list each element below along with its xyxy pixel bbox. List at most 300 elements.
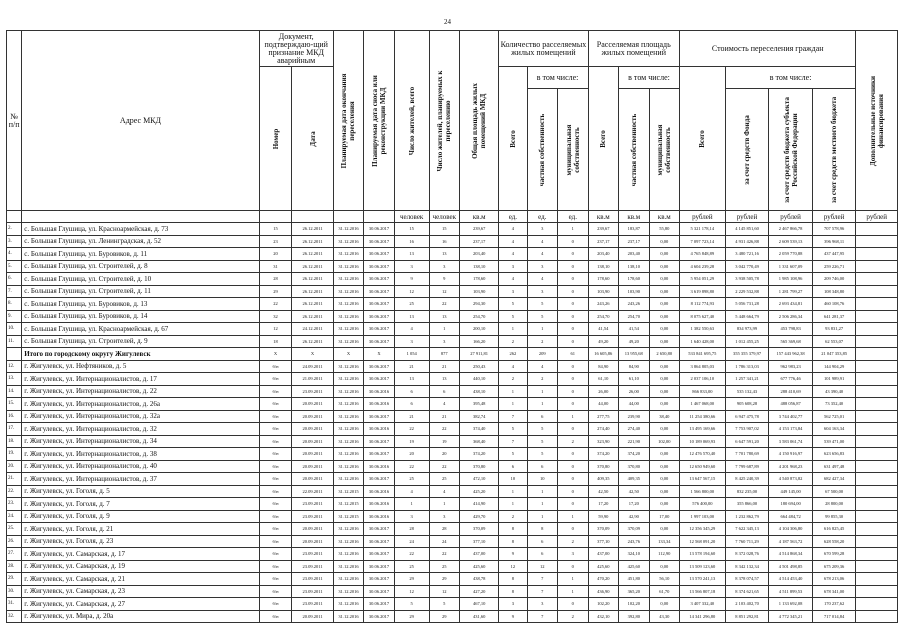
cell-area-private: 274,40 [619,423,649,436]
cell-cost-total: 11 254 380,66 [680,410,726,423]
cell-address: г. Жигулевск, ул. Самарская, д. 19 [22,560,259,573]
cell-cost-total: 12 568 091,20 [680,535,726,548]
cell-residents-planned: 12 [429,585,459,598]
cell-area-municipal: 0,00 [649,373,680,386]
col-header-area-total: Всего [588,67,618,211]
cell-additional [856,373,898,386]
cell-cost-fund: 5 448 664,79 [725,310,769,323]
cell-address: г. Жигулевск, ул. Самарская, д. 23 [22,585,259,598]
cell-qty-total: 1 [499,323,527,336]
cell-cost-total: 3 407 332,40 [680,598,726,611]
cell-cost-local: 43 390,40 [812,385,856,398]
cell-cost-total: 13 578 194,60 [680,548,726,561]
cell-qty-private: 10 [527,473,557,486]
cell-qty-total: 5 [499,448,527,461]
cell-cost-total: 4 604 239,28 [680,260,726,273]
cell-additional [856,335,898,348]
cell-address: г. Жигулевск, ул. Интернационалистов, д. 37 [22,473,259,486]
col-header-qty-municipal: муниципальная собственность [558,89,588,211]
cell-qty-private: 4 [527,273,557,286]
cell-cost-local: 73 352,40 [812,398,856,411]
cell-row-number: 27. [7,548,22,561]
cell-planned-end: 31.12.2016 [333,573,363,586]
cell-planned-end: 31.12.2016 [333,548,363,561]
cell-area-total: 103,90 [588,285,618,298]
cell-total-area: 395,48 [460,398,499,411]
cell-cost-subject: 565 369,68 [769,335,813,348]
cell-cost-fund: 8 425 240,39 [725,473,769,486]
page-number: 24 [444,18,451,26]
cell-qty-municipal: 1 [558,585,588,598]
cell-area-total: 102,20 [588,598,618,611]
cell-additional [856,310,898,323]
cell-area-total: 277,75 [588,410,618,423]
cell-cost-total: 3 619 898,80 [680,285,726,298]
cell-planned-demolition: 30.06.2017 [364,560,394,573]
unit-cell: ед. [499,211,527,223]
cell-residents-planned: 20 [429,448,459,461]
cell-residents-planned: 28 [429,523,459,536]
cell-planned-demolition: 30.06.2017 [364,260,394,273]
cell-additional [856,360,898,373]
resettlement-table [6,30,898,623]
unit-cell: рублей [680,211,726,223]
cell-planned-demolition: 30.06.2017 [364,323,394,336]
cell-area-municipal: 0,00 [649,235,680,248]
cell-area-private: 221,90 [619,435,649,448]
cell-cost-subject: 677 776,46 [769,373,813,386]
cell-doc-date: 23.09.2011 [292,510,333,523]
cell-qty-municipal: 0 [558,323,588,336]
cell-planned-demolition: 30.06.2016 [364,485,394,498]
cell-area-municipal: 55,80 [649,223,680,236]
cell-total-area: 166,20 [460,335,499,348]
cell-qty-total: 7 [499,435,527,448]
cell-doc-number: б/н [259,435,292,448]
cell-cost-fund: 834 973,99 [725,323,769,336]
cell-area-municipal: 0,00 [649,310,680,323]
cell-doc-number: 28 [259,273,292,286]
cell-residents: 13 [394,310,429,323]
col-header-area-municipal: муниципальная собственность [649,89,680,211]
cell-residents-planned: 3 [429,510,459,523]
cell-total-area: 294,30 [460,298,499,311]
cell-residents-planned: 1 [429,498,459,511]
cell-qty-municipal: 0 [558,598,588,611]
cell-area-private: 13 955,68 [619,348,649,361]
cell-qty-private: 6 [527,535,557,548]
cell-qty-total: 5 [499,423,527,436]
cell-total-area: 237,17 [460,235,499,248]
cell-cost-fund: 355 355 379,97 [725,348,769,361]
cell-planned-demolition: 30.06.2016 [364,510,394,523]
cell-residents-planned: 22 [429,298,459,311]
cell-residents-planned: 6 [429,385,459,398]
cell-total-area: 254,70 [460,310,499,323]
cell-address: с. Большая Глушица, ул. Буровиков, д. 14 [22,310,259,323]
cell-total-area: 414,90 [460,498,499,511]
cell-qty-total: 8 [499,585,527,598]
cell-qty-total: 5 [499,298,527,311]
cell-residents-planned: 13 [429,310,459,323]
cell-area-private: 370,09 [619,523,649,536]
cell-cost-fund: 8 378 074,57 [725,573,769,586]
cell-residents: 25 [394,560,429,573]
cell-area-private: 26,00 [619,385,649,398]
cell-area-private: 370,80 [619,460,649,473]
table-row [7,298,898,311]
cell-planned-end: 31.12.2016 [333,460,363,473]
cell-qty-private: 4 [527,235,557,248]
col-header-cost-fund: за счет средств Фонда [725,89,769,211]
cell-area-private: 203,40 [619,248,649,261]
cell-area-total: 377,10 [588,535,618,548]
cell-residents: 3 [394,335,429,348]
cell-area-municipal: 0,00 [649,398,680,411]
col-header-cost-total: Всего [680,67,726,211]
table-row [7,423,898,436]
cell-residents: 22 [394,460,429,473]
cell-planned-demolition: 30.06.2017 [364,373,394,386]
cell-doc-date: 20.09.2011 [292,398,333,411]
cell-doc-date: 20.09.2011 [292,423,333,436]
cell-row-number: 21. [7,473,22,486]
cell-qty-private: 5 [527,310,557,323]
cell-qty-private: 1 [527,323,557,336]
cell-doc-date: 20.09.2011 [292,610,333,623]
cell-additional [856,598,898,611]
cell-planned-demolition: 30.06.2017 [364,448,394,461]
cell-qty-private: 8 [527,523,557,536]
cell-cost-total: 8 112 774,93 [680,298,726,311]
cell-doc-date: 26.12.2011 [292,298,333,311]
unit-cell: рублей [725,211,769,223]
cell-planned-demolition: 30.06.2016 [364,498,394,511]
cell-address: с. Большая Глушица, ул. Красноармейская, д. 67 [22,323,259,336]
unit-cell: рублей [769,211,813,223]
cell-address: г. Жигулевск, ул. Гоголя, д. 23 [22,535,259,548]
cell-doc-date: 26.12.2011 [292,235,333,248]
cell-row-number: 28. [7,560,22,573]
cell-row-number: 13. [7,373,22,386]
cell-planned-demolition: 30.06.2017 [364,435,394,448]
cell-row-number: 4. [7,248,22,261]
col-header-qty-total: Всего [499,67,527,211]
cell-area-private: 374,20 [619,448,649,461]
cell-total-area: 472,10 [460,473,499,486]
cell-additional [856,585,898,598]
col-header-address: Адрес МКД [22,31,259,211]
cell-planned-end: 31.12.2015 [333,485,363,498]
table-row [7,323,898,336]
table-row [7,410,898,423]
cell-address: г. Жигулевск, ул. Гоголя, д. 9 [22,510,259,523]
cell-qty-private: 4 [527,360,557,373]
cell-area-total: 370,80 [588,460,618,473]
cell-qty-municipal: 0 [558,385,588,398]
cell-address: г. Жигулевск, ул. Нефтяников, д. 5 [22,360,259,373]
cell-planned-end: 31.12.2016 [333,298,363,311]
cell-area-private: 239,90 [619,410,649,423]
cell-total-area: 467,10 [460,598,499,611]
cell-cost-local: 623 656,83 [812,448,856,461]
cell-row-number: 23. [7,498,22,511]
unit-cell: рублей [856,211,898,223]
cell-row-number: 24. [7,510,22,523]
col-header-total-area: Общая площадь жилых помещений МКД [460,31,499,211]
cell-cost-fund: 8 374 621,65 [725,585,769,598]
cell-planned-end: 31.12.2015 [333,498,363,511]
cell-row-number: 29. [7,573,22,586]
cell-qty-private: 6 [527,410,557,423]
cell-cost-fund: 6 947 475,78 [725,410,769,423]
col-header-number: № п/п [7,31,22,211]
cell-planned-demolition: 30.06.2017 [364,585,394,598]
cell-area-private: 243,76 [619,535,649,548]
cell-qty-municipal: 1 [558,573,588,586]
cell-residents-planned: 25 [429,473,459,486]
cell-area-municipal: 0,00 [649,523,680,536]
cell-cost-subject: 4 772 345,21 [769,610,813,623]
cell-cost-subject: 2 059 770,88 [769,248,813,261]
cell-residents: 20 [394,448,429,461]
col-header-document: Документ, подтверждаю-щий признание МКД аварийным [259,31,333,67]
cell-total-area: 27 911,81 [460,348,499,361]
cell-doc-date: 20.09.2011 [292,448,333,461]
cell-qty-private: 1 [527,510,557,523]
cell-residents: 4 [394,485,429,498]
cell-cost-total: 1 997 103,00 [680,510,726,523]
cell-doc-number: б/н [259,598,292,611]
cell-area-total: 436,90 [588,585,618,598]
cell-address: с. Большая Глушица, ул. Строителей, д. 10 [22,273,259,286]
cell-qty-total: 262 [499,348,527,361]
cell-qty-municipal: 0 [558,260,588,273]
cell-qty-private: 4 [527,248,557,261]
cell-cost-fund: 3 938 505,78 [725,273,769,286]
cell-additional [856,398,898,411]
cell-area-private: 178,60 [619,273,649,286]
cell-cost-subject: 1 331 607,09 [769,260,813,273]
cell-area-municipal: 38,40 [649,410,680,423]
cell-additional [856,610,898,623]
cell-qty-total: 3 [499,598,527,611]
cell-area-municipal: 102,00 [649,435,680,448]
cell-planned-end: 31.12.2016 [333,523,363,536]
cell-cost-total: 12 650 949,60 [680,460,726,473]
cell-address: г. Жигулевск, ул. Гоголя, д. 5 [22,485,259,498]
unit-cell-blank [259,211,292,223]
cell-area-total: 254,70 [588,310,618,323]
cell-cost-total: 866 833,00 [680,385,726,398]
cell-row-number: 26. [7,535,22,548]
cell-qty-municipal: 2 [558,610,588,623]
cell-qty-private: 1 [527,498,557,511]
cell-cost-fund: 2 229 532,88 [725,285,769,298]
cell-cost-fund: 2 103 402,70 [725,598,769,611]
cell-additional [856,560,898,573]
cell-qty-total: 1 [499,498,527,511]
cell-doc-date: 20.09.2011 [292,473,333,486]
cell-row-number: 5. [7,260,22,273]
unit-cell: кв.м [619,211,649,223]
cell-cost-subject: 157 443 962,38 [769,348,813,361]
cell-cost-local: 670 599,28 [812,548,856,561]
cell-qty-total: 2 [499,510,527,523]
cell-cost-subject: 2 467 866,78 [769,223,813,236]
cell-doc-date: 23.09.2011 [292,548,333,561]
cell-cost-subject: 4 104 306,80 [769,523,813,536]
cell-total-area: 138,10 [460,260,499,273]
cell-area-municipal: 0,00 [649,448,680,461]
table-row [7,310,898,323]
cell-area-total: 49,20 [588,335,618,348]
cell-additional [856,298,898,311]
cell-row-number [7,348,22,361]
table-row [7,598,898,611]
cell-area-private: 42,90 [619,510,649,523]
cell-address: г. Жигулевск, ул. Гоголя, д. 7 [22,498,259,511]
cell-area-total: 432,10 [588,610,618,623]
cell-row-number: 31. [7,598,22,611]
cell-row-number: 22. [7,485,22,498]
cell-doc-date: 20.09.2011 [292,410,333,423]
cell-planned-end: 31.12.2015 [333,510,363,523]
cell-area-municipal: 0,00 [649,260,680,273]
cell-additional [856,285,898,298]
cell-additional [856,435,898,448]
cell-area-municipal: 0,00 [649,423,680,436]
cell-doc-number: б/н [259,523,292,536]
cell-doc-date: 24.12.2011 [292,323,333,336]
cell-total-area: 178,60 [460,273,499,286]
cell-planned-demolition: 30.06.2017 [364,473,394,486]
cell-row-number: 18. [7,435,22,448]
cell-area-private: 324,10 [619,548,649,561]
cell-additional [856,573,898,586]
cell-area-municipal: 0,00 [649,298,680,311]
cell-residents: 21 [394,410,429,423]
cell-address: г. Жигулевск, ул. Интернационалистов, д. 34 [22,435,259,448]
table-row [7,548,898,561]
table-row [7,485,898,498]
cell-additional [856,248,898,261]
cell-qty-private: 12 [527,560,557,573]
cell-area-municipal: 43,30 [649,610,680,623]
cell-total-area: 427,20 [460,585,499,598]
unit-cell: кв.м [460,211,499,223]
cell-doc-date: 23.09.2011 [292,560,333,573]
cell-planned-demolition: 30.06.2016 [364,385,394,398]
cell-additional [856,348,898,361]
col-header-cost-subject: за счет средств бюджета субъекта Российской Федерации [769,89,813,211]
cell-area-total: 409,35 [588,473,618,486]
cell-cost-subject: 4 514 868,34 [769,548,813,561]
total-row [7,348,898,361]
cell-cost-fund: 8 851 292,81 [725,610,769,623]
cell-doc-number: б/н [259,410,292,423]
cell-area-municipal: 0,00 [649,460,680,473]
cell-cost-local: 678 213,06 [812,573,856,586]
cell-area-total: 437,00 [588,548,618,561]
cell-area-total: 44,00 [588,398,618,411]
col-header-additional: Дополнительные источники финансирования [856,31,898,211]
cell-doc-date: 26.12.2011 [292,260,333,273]
cell-doc-number: 32 [259,310,292,323]
cell-planned-demolition: 30.06.2017 [364,548,394,561]
cell-residents: 28 [394,523,429,536]
cell-doc-number: X [259,348,292,361]
cell-area-municipal: 0,00 [649,285,680,298]
cell-residents: 22 [394,423,429,436]
cell-qty-municipal: 61 [558,348,588,361]
cell-total-area: 103,90 [460,285,499,298]
cell-planned-end: 31.12.2016 [333,448,363,461]
cell-area-total: 237,17 [588,235,618,248]
unit-cell-blank [7,211,22,223]
cell-cost-subject: 4 501 498,85 [769,560,813,573]
cell-qty-municipal: 0 [558,310,588,323]
cell-total-area: 239,67 [460,223,499,236]
cell-cost-local: 259 226,71 [812,260,856,273]
cell-doc-date: 23.09.2011 [292,498,333,511]
cell-cost-local: 144 904,29 [812,360,856,373]
cell-cost-total: 1 566 800,00 [680,485,726,498]
cell-cost-subject: 288 410,69 [769,385,813,398]
cell-doc-number: 23 [259,235,292,248]
cell-cost-total: 1 382 550,63 [680,323,726,336]
cell-qty-municipal: 0 [558,560,588,573]
cell-qty-total: 1 [499,398,527,411]
cell-cost-total: 7 097 723,14 [680,235,726,248]
unit-cell: ед. [558,211,588,223]
cell-area-total: 59,90 [588,510,618,523]
cell-residents: 1 [394,498,429,511]
cell-planned-end: 31.12.2016 [333,560,363,573]
cell-qty-total: 8 [499,523,527,536]
col-header-qty-including: в том числе: [527,67,588,89]
cell-total-area: 382,74 [460,410,499,423]
cell-qty-municipal: 1 [558,410,588,423]
cell-planned-demolition: 30.06.2017 [364,535,394,548]
cell-cost-local: 604 163,34 [812,423,856,436]
col-header-planned-end: Планируемая дата окончания переселения [333,31,363,211]
cell-address: г. Жигулевск, ул. Интернационалистов, д. 38 [22,448,259,461]
cell-area-private: 237,17 [619,235,649,248]
cell-address: г. Жигулевск, ул. Интернационалистов, д. 26а [22,398,259,411]
cell-doc-number: б/н [259,385,292,398]
table-row [7,573,898,586]
cell-cost-fund: 7 760 711,29 [725,535,769,548]
table-row [7,273,898,286]
cell-residents-planned: 22 [429,423,459,436]
cell-planned-demolition: 30.06.2017 [364,335,394,348]
cell-doc-number: 31 [259,260,292,273]
cell-planned-demolition: 30.06.2017 [364,610,394,623]
cell-residents: 5 [394,598,429,611]
cell-area-municipal: 0,00 [649,323,680,336]
cell-cost-total: 533 841 695,75 [680,348,726,361]
cell-qty-municipal: 0 [558,235,588,248]
col-header-qty-private: частная собственность [527,89,557,211]
cell-residents-planned: 5 [429,598,459,611]
cell-doc-number: б/н [259,485,292,498]
cell-residents-planned: 3 [429,260,459,273]
cell-area-private: 61,10 [619,373,649,386]
cell-additional [856,423,898,436]
cell-doc-number: б/н [259,548,292,561]
cell-qty-total: 3 [499,285,527,298]
